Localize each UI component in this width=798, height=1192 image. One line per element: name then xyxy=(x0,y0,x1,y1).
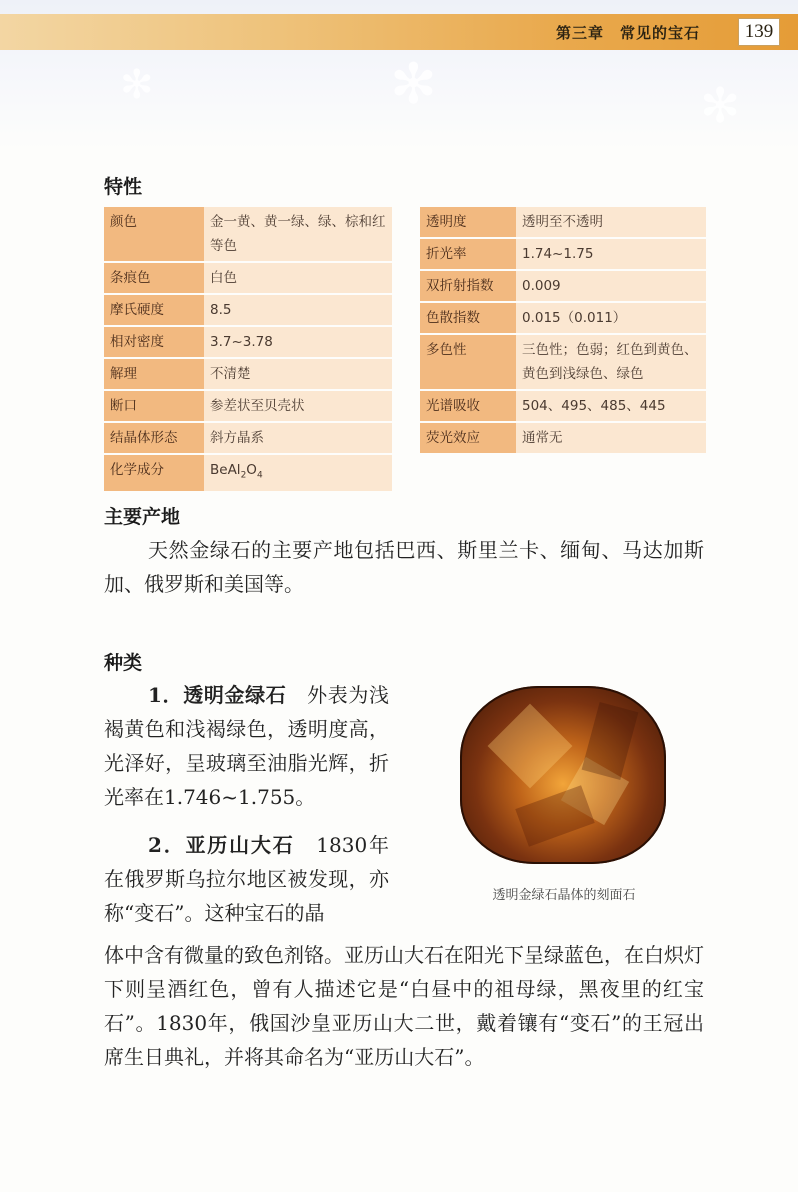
property-row xyxy=(420,335,706,389)
property-value: 1.74~1.75 xyxy=(516,239,706,269)
snowflake-icon: ✻ xyxy=(390,52,437,117)
property-name: 荧光效应 xyxy=(420,423,516,453)
property-name: 条痕色 xyxy=(104,263,204,293)
property-name: 双折射指数 xyxy=(420,271,516,301)
property-name: 折光率 xyxy=(420,239,516,269)
property-row xyxy=(104,391,392,421)
properties-table-left xyxy=(104,205,392,493)
section-title-types: 种类 xyxy=(104,652,143,674)
property-value: 0.009 xyxy=(516,271,706,301)
property-row xyxy=(104,327,392,357)
property-row xyxy=(420,271,706,301)
property-value: 参差状至贝壳状 xyxy=(204,391,392,421)
property-row xyxy=(104,423,392,453)
property-row xyxy=(104,455,392,491)
property-name: 化学成分 xyxy=(104,455,204,491)
property-value: 透明至不透明 xyxy=(516,207,706,237)
property-value: 金一黄、黄一绿、绿、棕和红等色 xyxy=(204,207,392,261)
type-1-paragraph xyxy=(104,678,389,814)
property-row xyxy=(420,423,706,453)
property-row xyxy=(104,295,392,325)
section-title-origin: 主要产地 xyxy=(104,506,181,528)
property-row xyxy=(104,207,392,261)
gem-figure xyxy=(446,676,682,876)
property-row xyxy=(420,207,706,237)
property-row xyxy=(420,239,706,269)
property-row xyxy=(104,263,392,293)
property-name: 断口 xyxy=(104,391,204,421)
type-1-title: 1．透明金绿石 xyxy=(148,683,287,707)
property-value: 3.7~3.78 xyxy=(204,327,392,357)
cushion-cut-gem-image xyxy=(460,686,666,864)
snowflake-icon: ✻ xyxy=(120,62,154,108)
property-value: 三色性；色弱；红色到黄色、黄色到浅绿色、绿色 xyxy=(516,335,706,389)
origin-paragraph: 天然金绿石的主要产地包括巴西、斯里兰卡、缅甸、马达加斯加、俄罗斯和美国等。 xyxy=(104,538,704,596)
chapter-title: 第三章 常见的宝石 xyxy=(555,24,700,42)
property-value: 8.5 xyxy=(204,295,392,325)
figure-caption: 透明金绿石晶体的刻面石 xyxy=(492,888,636,903)
property-value: $BeAl_2O_4$ xyxy=(204,455,392,491)
type-2-title: 2．亚历山大石 xyxy=(148,833,295,857)
property-value: 0.015（0.011） xyxy=(516,303,706,333)
property-row xyxy=(420,303,706,333)
property-name: 解理 xyxy=(104,359,204,389)
property-name: 光谱吸收 xyxy=(420,391,516,421)
type-2-paragraph-b: 体中含有微量的致色剂铬。亚历山大石在阳光下呈绿蓝色，在白炽灯下则呈酒红色，曾有人描述它是“白昼中的祖母绿，黑夜里的红宝石”。1830年，俄国沙皇亚历山大二世，戴着镶有“变石”的王冠出席生日典礼，并将其命名为“亚历山大石”。 xyxy=(104,943,704,1069)
type-1-text: 外表为浅褐黄色和浅褐绿色，透明度高，光泽好，呈玻璃至油脂光辉，折光率在1.746~1.755。 xyxy=(104,683,390,809)
property-row xyxy=(104,359,392,389)
snowflake-icon: ✻ xyxy=(700,78,741,134)
property-name: 颜色 xyxy=(104,207,204,261)
running-header xyxy=(0,14,798,50)
property-row xyxy=(420,391,706,421)
property-name: 相对密度 xyxy=(104,327,204,357)
page-number: 139 xyxy=(738,18,780,46)
property-name: 透明度 xyxy=(420,207,516,237)
property-value: 斜方晶系 xyxy=(204,423,392,453)
properties-table-right xyxy=(420,205,706,455)
property-name: 摩氏硬度 xyxy=(104,295,204,325)
property-value: 通常无 xyxy=(516,423,706,453)
property-value: 504、495、485、445 xyxy=(516,391,706,421)
property-value: 白色 xyxy=(204,263,392,293)
property-name: 结晶体形态 xyxy=(104,423,204,453)
property-name: 多色性 xyxy=(420,335,516,389)
type-2-text-a: 1830年在俄罗斯乌拉尔地区被发现，亦称“变石”。这种宝石的晶 xyxy=(104,833,389,925)
type-2-paragraph-a xyxy=(104,828,389,930)
section-title-properties: 特性 xyxy=(104,176,143,198)
property-name: 色散指数 xyxy=(420,303,516,333)
property-value: 不清楚 xyxy=(204,359,392,389)
